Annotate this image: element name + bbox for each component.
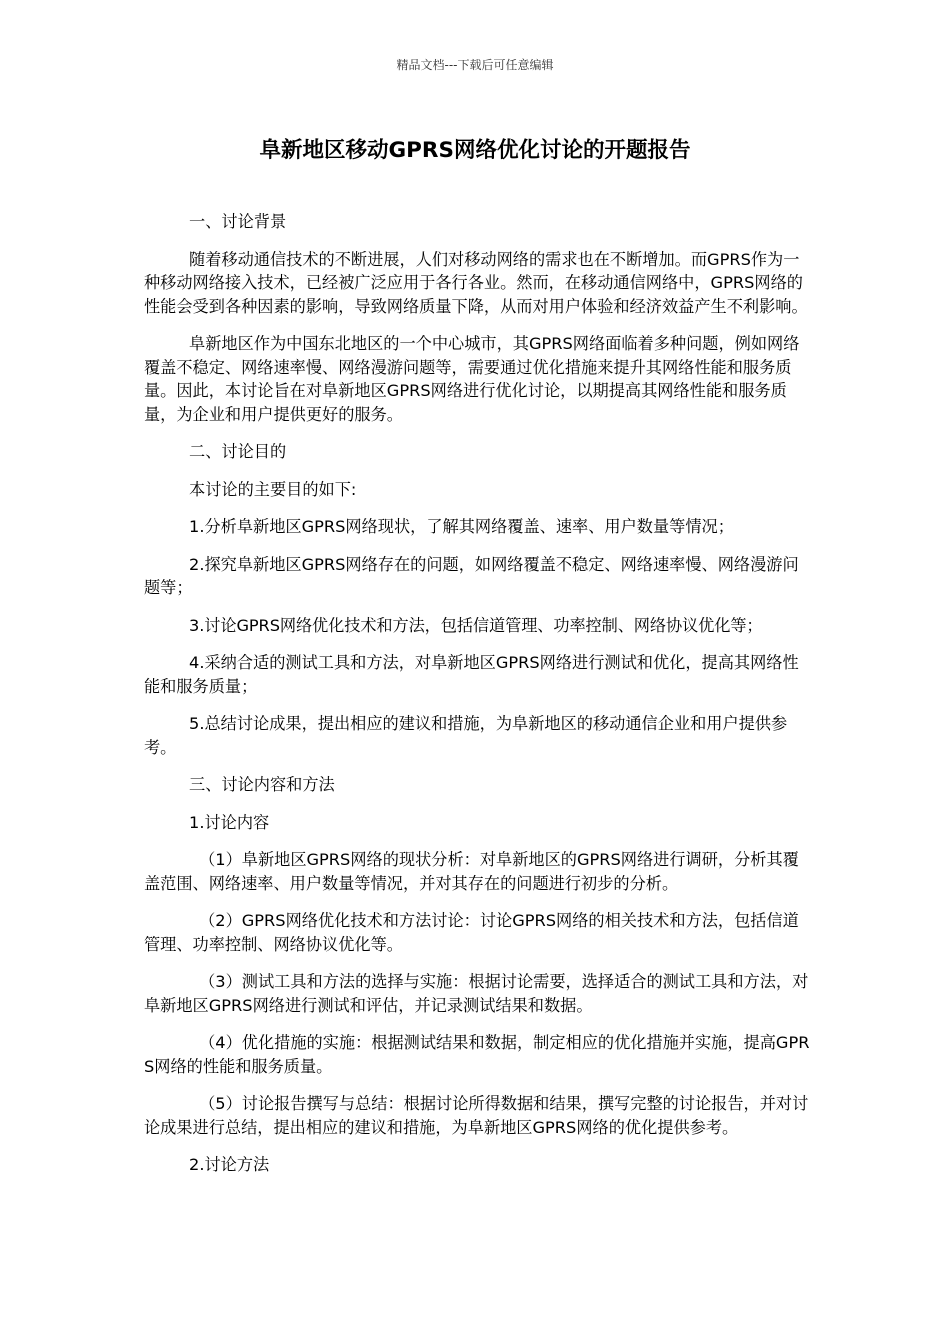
page-header: 精品文档---下载后可任意编辑 <box>396 58 554 72</box>
list-item-content: （5）讨论报告撰写与总结：根据讨论所得数据和结果，撰写完整的讨论报告，并对讨论成果进行总结，提出相应的建议和措施，为阜新地区GPRS网络的优化提供参考。 <box>144 1094 809 1137</box>
subsection-heading-method: 2.讨论方法 <box>189 1155 270 1174</box>
list-item-content: （1）阜新地区GPRS网络的现状分析：对阜新地区的GPRS网络进行调研，分析其覆盖范围、网络速率、用户数量等情况，并对其存在的问题进行初步的分析。 <box>144 850 799 893</box>
list-item-goal: 5.总结讨论成果，提出相应的建议和措施，为阜新地区的移动通信企业和用户提供参考。 <box>144 714 788 757</box>
section-heading-purpose: 二、讨论目的 <box>189 442 287 461</box>
section-heading-content-method: 三、讨论内容和方法 <box>189 775 335 794</box>
list-item-goal: 1.分析阜新地区GPRS网络现状，了解其网络覆盖、速率、用户数量等情况； <box>189 517 734 536</box>
list-item-content: （2）GPRS网络优化技术和方法讨论：讨论GPRS网络的相关技术和方法，包括信道管理、功率控制、网络协议优化等。 <box>144 911 799 954</box>
section-heading-background: 一、讨论背景 <box>189 212 287 231</box>
list-item-content: （4）优化措施的实施：根据测试结果和数据，制定相应的优化措施并实施，提高GPRS网络的性能和服务质量。 <box>144 1033 810 1076</box>
paragraph: 本讨论的主要目的如下: <box>189 479 357 499</box>
list-item-goal: 4.采纳合适的测试工具和方法，对阜新地区GPRS网络进行测试和优化，提高其网络性能和服务质量； <box>144 653 799 696</box>
paragraph: 阜新地区作为中国东北地区的一个中心城市，其GPRS网络面临着多种问题，例如网络覆盖不稳定、网络速率慢、网络漫游问题等，需要通过优化措施来提升其网络性能和服务质量。因此，本讨论旨在对阜新地区GPRS网络进行优化讨论，以期提高其网络性能和服务质量，为企业和用户提供更好的服务。 <box>144 334 800 424</box>
document-title: 阜新地区移动GPRS网络优化讨论的开题报告 <box>259 138 691 163</box>
list-item-goal: 3.讨论GPRS网络优化技术和方法，包括信道管理、功率控制、网络协议优化等； <box>189 615 763 635</box>
document-body <box>144 210 812 1191</box>
subsection-heading-content: 1.讨论内容 <box>189 812 270 832</box>
list-item-content: （3）测试工具和方法的选择与实施：根据讨论需要，选择适合的测试工具和方法，对阜新地区GPRS网络进行测试和评估，并记录测试结果和数据。 <box>144 972 809 1015</box>
list-item-goal: 2.探究阜新地区GPRS网络存在的问题，如网络覆盖不稳定、网络速率慢、网络漫游问题等； <box>144 554 799 597</box>
paragraph: 随着移动通信技术的不断进展，人们对移动网络的需求也在不断增加。而GPRS作为一种移动网络接入技术，已经被广泛应用于各行各业。然而，在移动通信网络中，GPRS网络的性能会受到各种因素的影响，导致网络质量下降，从而对用户体验和经济效益产生不利影响。 <box>144 249 808 316</box>
